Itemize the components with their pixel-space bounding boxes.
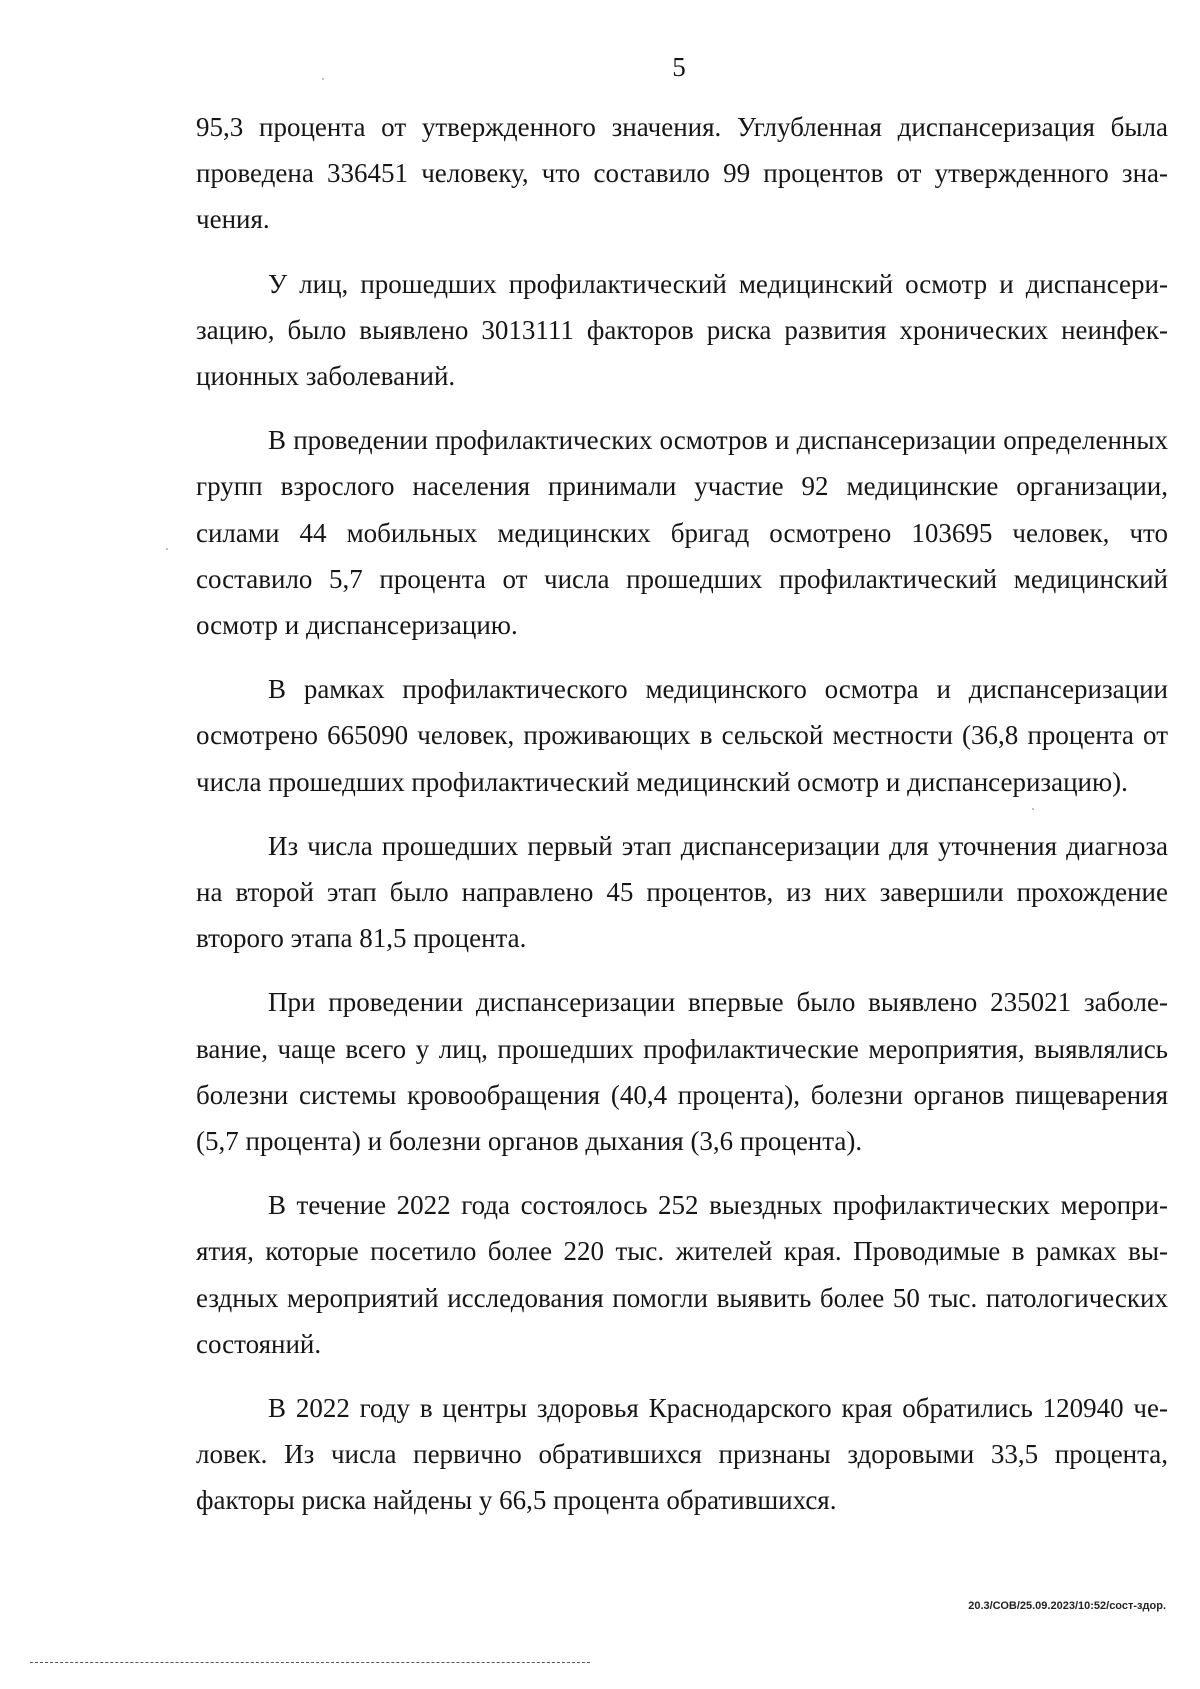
- document-body: [196, 104, 1168, 1542]
- scan-speck: [1032, 808, 1034, 810]
- paragraph: В проведении профилактических осмотров и диспансеризации определенных групп взрослого населения принимали участие 92 медицинские организации, силами 44 мобильных медицинских бригад осмотрено 103695 человек, что составило 5,7 процента от числа прошедших профилактический медицинский осмотр и диспансеризацию.: [196, 425, 1168, 641]
- scan-speck: [166, 548, 168, 550]
- paragraph: У лиц, прошедших профилактический медицинский осмотр и диспансеризацию, было выявлено 3013111 факторов риска развития хронических неинфекционных заболеваний.: [196, 268, 1168, 392]
- document-code-footer: 20.3/СОВ/25.09.2023/10:52/сост-здор.: [968, 1600, 1166, 1612]
- paragraph: Из числа прошедших первый этап диспансеризации для уточнения диагноза на второй этап было направлено 45 процентов, из них завершили прохождение второго этапа 81,5 процента.: [196, 830, 1168, 954]
- paragraph: 95,3 процента от утвержденного значения. Углубленная диспансеризация была проведена 336451 человеку, что составило 99 процентов от утвержденного значения.: [196, 112, 1168, 235]
- paragraph: В рамках профилактического медицинского осмотра и диспансеризации осмотрено 665090 человек, проживающих в сельской местности (36,8 процента от числа прошедших профилактический медицинский осмотр и диспансеризацию).: [196, 674, 1168, 797]
- page-edge-divider: [30, 1662, 590, 1663]
- paragraph: В 2022 году в центры здоровья Краснодарского края обратились 120940 человек. Из числа первично обратившихся признаны здоровыми 33,5 процента, факторы риска найдены у 66,5 процента обратившихся.: [196, 1393, 1168, 1516]
- paragraph: В течение 2022 года состоялось 252 выездных профилактических мероприятия, которые посетило более 220 тыс. жителей края. Проводимые в рамках выездных мероприятий исследования помогли выявить более 50 тыс. патологических состояний.: [196, 1190, 1168, 1359]
- page-number: 5: [672, 52, 686, 82]
- paragraph: При проведении диспансеризации впервые было выявлено 235021 заболевание, чаще всего у лиц, прошедших профилактические мероприятия, выявлялись болезни системы кровообращения (40,4 процента), болезни органов пищеварения (5,7 процента) и болезни органов дыхания (3,6 процента).: [196, 987, 1168, 1157]
- scan-speck: [322, 78, 324, 80]
